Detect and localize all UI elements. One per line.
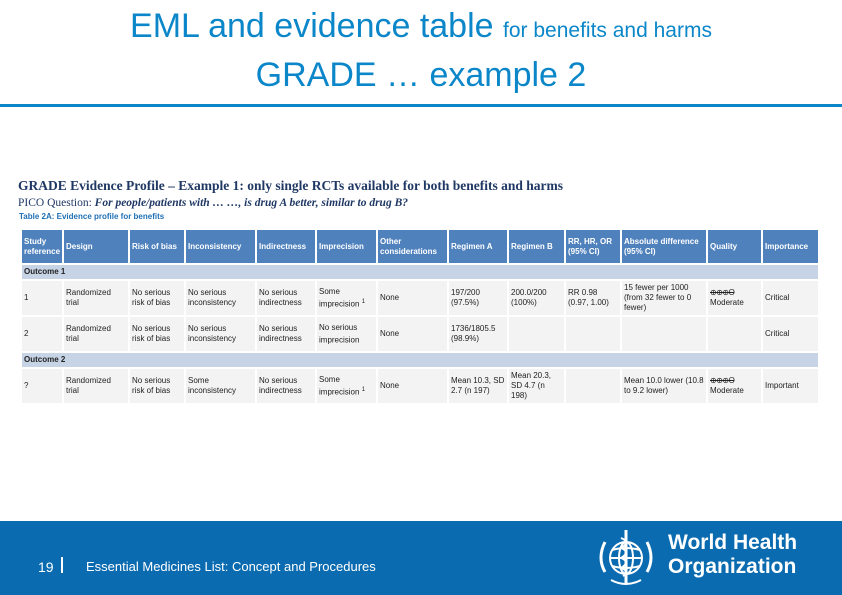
cell-absolute-difference: 15 fewer per 1000 (from 32 fewer to 0 fewer) [621,280,707,316]
cell-imprecision [316,368,377,404]
cell-inconsistency: No serious inconsistency [185,316,256,352]
title-subtitle: for benefits and harms [503,19,712,42]
title-divider [0,104,842,107]
footer-text: Essential Medicines List: Concept and Procedures [86,559,376,574]
cell-absolute-difference [621,316,707,352]
cell-other-considerations: None [377,280,448,316]
cell-regimen-a: 1736/1805.5 (98.9%) [448,316,508,352]
cell-imprecision [316,280,377,316]
cell-regimen-b: Mean 20.3, SD 4.7 (n 198) [508,368,565,404]
table-row [21,316,819,352]
cell-other-considerations: None [377,316,448,352]
slide-title [0,4,842,97]
pico-question [18,197,818,209]
column-header: Quality [707,229,762,264]
cell-study-reference: 2 [21,316,63,352]
organization-name [668,531,797,579]
column-header: Design [63,229,129,264]
org-name-line-1: World Health [668,531,798,554]
cell-absolute-difference: Mean 10.0 lower (10.8 to 9.2 lower) [621,368,707,404]
cell-importance: Critical [762,280,819,316]
imprecision-text: No serious imprecision [319,322,360,345]
column-header: Indirectness [256,229,316,264]
table-row [21,280,819,316]
cell-ratio: RR 0.98 (0.97, 1.00) [565,280,621,316]
cell-design: Randomized trial [63,316,129,352]
cell-quality [707,316,762,352]
title-line-2: GRADE … example 2 [255,56,587,94]
imprecision-text: Some imprecision [319,286,360,309]
cell-quality [707,368,762,404]
imprecision-text: Some imprecision [319,374,360,397]
cell-study-reference: ? [21,368,63,404]
cell-other-considerations: None [377,368,448,404]
cell-indirectness: No serious indirectness [256,368,316,404]
column-header: Regimen B [508,229,565,264]
outcome-row [21,264,819,280]
cell-risk-of-bias: No serious risk of bias [129,280,185,316]
page-number-separator [61,557,63,573]
column-header: Study reference [21,229,63,264]
cell-design: Randomized trial [63,368,129,404]
imprecision-footnote: 1 [361,386,366,393]
cell-regimen-b: 200.0/200 (100%) [508,280,565,316]
who-emblem-icon [591,524,661,592]
cell-ratio [565,368,621,404]
org-name-line-2: Organization [668,555,797,578]
cell-ratio [565,316,621,352]
pico-question-text: For people/patients with … …, is drug A better, similar to drug B? [94,197,408,209]
title-main: EML and evidence table [130,7,494,45]
cell-indirectness: No serious indirectness [256,280,316,316]
outcome-row [21,352,819,368]
quality-label: Moderate [710,386,744,395]
cell-indirectness: No serious indirectness [256,316,316,352]
cell-regimen-a: 197/200 (97.5%) [448,280,508,316]
page-number: 19 [38,559,54,575]
cell-risk-of-bias: No serious risk of bias [129,368,185,404]
table-row [21,368,819,404]
cell-regimen-b [508,316,565,352]
column-header: Imprecision [316,229,377,264]
quality-label: Moderate [710,298,744,307]
evidence-profile-heading: GRADE Evidence Profile – Example 1: only single RCTs available for both benefits and harms [18,178,564,193]
cell-inconsistency: No serious inconsistency [185,280,256,316]
column-header: Importance [762,229,819,264]
cell-regimen-a: Mean 10.3, SD 2.7 (n 197) [448,368,508,404]
table-header-row [21,229,819,264]
cell-study-reference: 1 [21,280,63,316]
imprecision-footnote: 1 [361,298,366,305]
slide-footer [0,521,842,595]
cell-quality [707,280,762,316]
cell-imprecision [316,316,377,352]
pico-label: PICO Question: [18,197,92,209]
column-header: Other considerations [377,229,448,264]
column-header: RR, HR, OR (95% CI) [565,229,621,264]
table-caption: Table 2A: Evidence profile for benefits [19,212,165,221]
title-line-1 [0,4,842,53]
outcome-label: Outcome 1 [21,264,819,280]
cell-risk-of-bias: No serious risk of bias [129,316,185,352]
column-header: Absolute difference (95% CI) [621,229,707,264]
evidence-profile-excerpt [18,178,818,221]
cell-importance: Critical [762,316,819,352]
cell-importance: Important [762,368,819,404]
column-header: Risk of bias [129,229,185,264]
quality-symbols: ⊕⊕⊕O [710,288,735,297]
column-header: Regimen A [448,229,508,264]
outcome-label: Outcome 2 [21,352,819,368]
evidence-table [20,228,820,405]
cell-inconsistency: Some inconsistency [185,368,256,404]
quality-symbols: ⊕⊕⊕O [710,376,735,385]
column-header: Inconsistency [185,229,256,264]
cell-design: Randomized trial [63,280,129,316]
